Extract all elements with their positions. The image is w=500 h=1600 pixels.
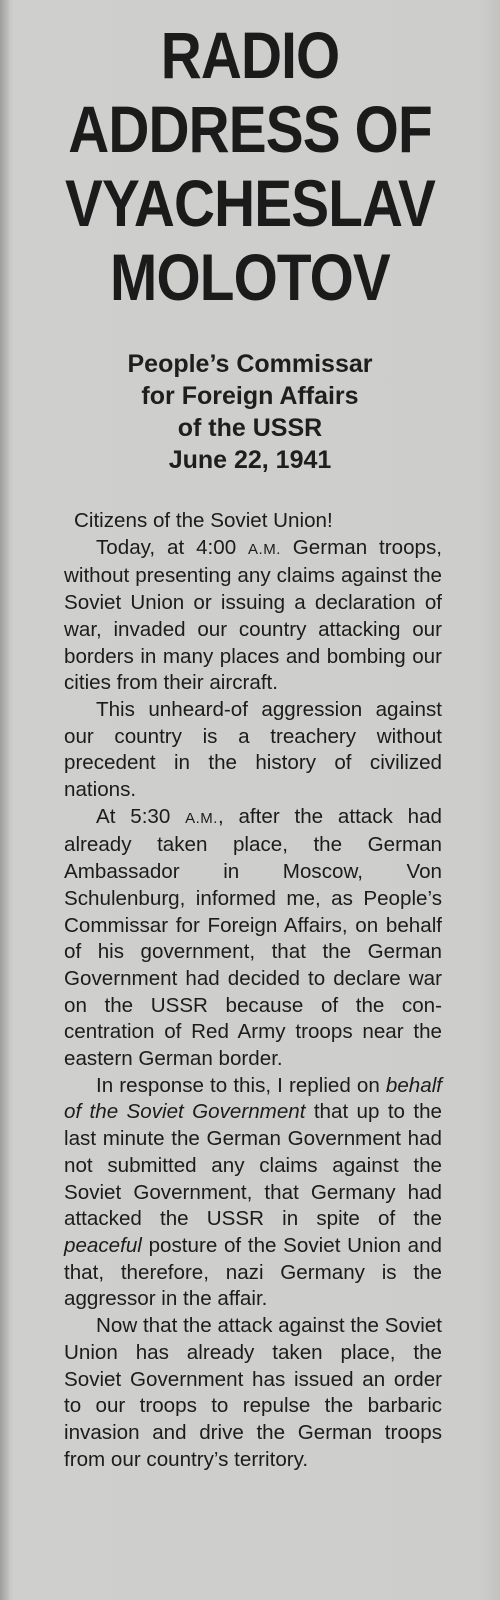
title-line: VYACHESLAV	[65, 166, 435, 240]
paragraph-text: At 5:30	[96, 804, 186, 828]
paragraph-text: German troops, without presenting any claims against the Soviet Union or issuing a declaration of war, invaded our country attacking our borders in many places and bombing our cities from their aircraft.	[64, 535, 442, 695]
paragraph	[64, 697, 442, 804]
time-abbrev: A.M.	[248, 540, 281, 558]
paragraph-text: , after the attack had already taken place, the German Ambassador in Moscow, Von Schulenburg, informed me, as People’s Commissar for Foreign Affairs, on behalf of his government, that the German Government had decided to declare war on the USSR because of the concentration of Red Army troops near the eastern German border.	[64, 804, 442, 1071]
paragraph	[64, 1073, 442, 1313]
document-title	[35, 18, 465, 314]
paragraph	[64, 1313, 442, 1473]
paragraph	[64, 804, 442, 1073]
paragraph	[64, 535, 442, 697]
italic-text: peaceful	[64, 1233, 142, 1257]
title-line: ADDRESS OF	[68, 92, 432, 166]
paragraph-text: Citizens of the Soviet Union!	[74, 509, 333, 532]
paragraph-text: posture of the Soviet Union and that, therefore, nazi Germany is the aggressor in the affair.	[64, 1233, 442, 1311]
paragraph-text: Now that the attack against the Soviet Union has already taken place, the Soviet Government has issued an order to our troops to repulse the barbaric invasion and drive the German troops from our country’s territory.	[64, 1314, 442, 1471]
subtitle-date: June 22, 1941	[168, 446, 332, 474]
title-line: MOLOTOV	[110, 240, 390, 314]
address-body	[64, 508, 442, 1473]
paragraph	[64, 508, 442, 535]
paragraph-text: In response to this, I replied on	[96, 1073, 386, 1097]
document-subtitle	[0, 348, 500, 476]
subtitle-line: People’s Commissar	[127, 350, 373, 378]
paragraph-text: This unheard-of aggression against our country is a treachery without precedent in the history of civilized nations.	[64, 697, 442, 802]
page-binding-edge	[0, 0, 10, 1600]
paragraph-text: that up to the last minute the German Government had not submitted any claims against the Soviet Government, that Germany had attacked the USSR in spite of the	[64, 1100, 442, 1231]
italic-text: behalf of the Soviet Government	[64, 1073, 442, 1124]
subtitle-line: for Foreign Affairs	[141, 382, 359, 410]
subtitle-line: of the USSR	[177, 414, 323, 442]
time-abbrev: A.M.	[185, 809, 218, 827]
title-line: RADIO	[160, 18, 340, 92]
paragraph-text: Today, at 4:00	[96, 535, 249, 559]
